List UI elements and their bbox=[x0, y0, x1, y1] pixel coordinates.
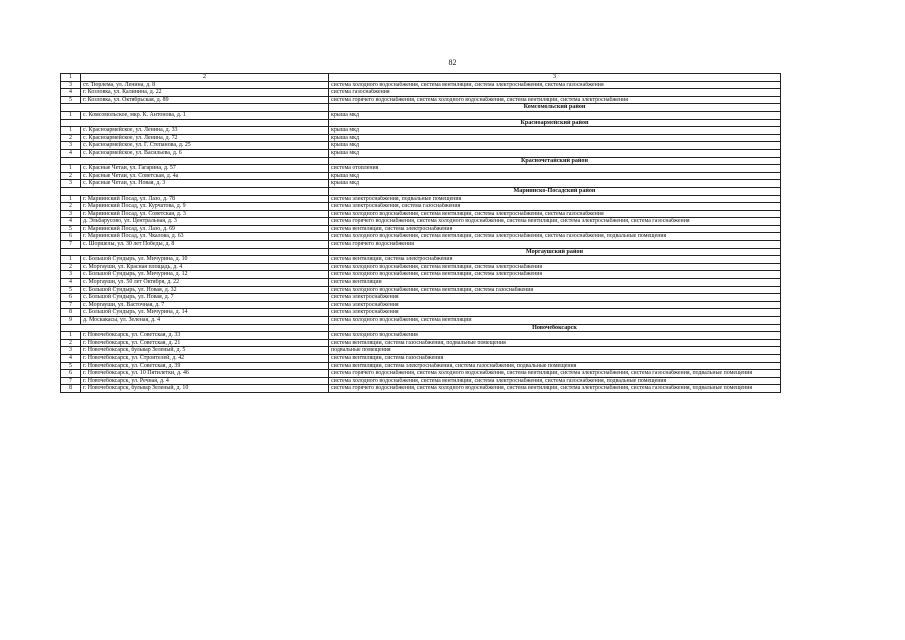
address-cell: с. Моргауши, ул. Красная площадь, д. 4 bbox=[81, 263, 329, 271]
table-row bbox=[61, 142, 781, 150]
table-row bbox=[61, 301, 781, 309]
table-row bbox=[61, 347, 781, 355]
table-row bbox=[61, 256, 781, 264]
table-row bbox=[61, 127, 781, 135]
row-number: 6 bbox=[61, 370, 81, 378]
row-number: 3 bbox=[61, 347, 81, 355]
address-cell: с. Красноармейское, ул. Ленина, д. 33 bbox=[81, 127, 329, 135]
section-spacer bbox=[61, 187, 329, 195]
table-row bbox=[61, 339, 781, 347]
row-number: 3 bbox=[61, 142, 81, 150]
address-cell: г. Мариинский Посад, ул. Лазо, д. 69 bbox=[81, 225, 329, 233]
table-row bbox=[61, 111, 781, 119]
row-number: 1 bbox=[61, 195, 81, 203]
table-row bbox=[61, 309, 781, 317]
address-cell: с. Красные Четаи, ул. Новая, д. 3 bbox=[81, 180, 329, 188]
section-row bbox=[61, 119, 781, 127]
section-row bbox=[61, 157, 781, 165]
row-number: 3 bbox=[61, 210, 81, 218]
table-row bbox=[61, 354, 781, 362]
section-spacer bbox=[61, 119, 329, 127]
address-cell: г. Новочебоксарск, ул. 10 Пятилетки, д. 46 bbox=[81, 370, 329, 378]
works-cell: система отопления bbox=[329, 165, 781, 173]
section-title: Новочебоксарск bbox=[329, 324, 781, 332]
table-row bbox=[61, 362, 781, 370]
works-cell: крыша мкд bbox=[329, 142, 781, 150]
address-cell: с. Большой Сундырь, ул. Новая, д. 32 bbox=[81, 286, 329, 294]
table-row bbox=[61, 233, 781, 241]
works-cell: крыша мкд bbox=[329, 180, 781, 188]
row-number: 7 bbox=[61, 377, 81, 385]
row-number: 7 bbox=[61, 241, 81, 249]
row-number: 1 bbox=[61, 332, 81, 340]
row-number: 1 bbox=[61, 165, 81, 173]
section-row bbox=[61, 248, 781, 256]
address-cell: с. Шоршелы, ул. 30 лет Победы, д. 8 bbox=[81, 241, 329, 249]
works-cell: крыша мкд bbox=[329, 172, 781, 180]
works-cell: система электроснабжения, система газоснабжения bbox=[329, 203, 781, 211]
row-number: 3 bbox=[61, 81, 81, 89]
works-cell: система холодного водоснабжения, система вентиляции, система электроснабжения, система газоснабжения bbox=[329, 81, 781, 89]
works-table-body bbox=[61, 74, 781, 393]
address-cell: с. Большой Сундырь, ул. Новая, д. 7 bbox=[81, 294, 329, 302]
works-cell: система электроснабжения bbox=[329, 301, 781, 309]
table-row bbox=[61, 180, 781, 188]
row-number: 1 bbox=[61, 256, 81, 264]
table-row bbox=[61, 241, 781, 249]
works-cell: система холодного водоснабжения, система вентиляции, система электроснабжения bbox=[329, 271, 781, 279]
address-cell: с. Моргауши, ул. Васточная, д. 7 bbox=[81, 301, 329, 309]
table-row bbox=[61, 263, 781, 271]
row-number: 2 bbox=[61, 203, 81, 211]
row-number: 4 bbox=[61, 218, 81, 226]
address-cell: г. Новочебоксарск, ул. Строителей, д. 42 bbox=[81, 354, 329, 362]
works-cell: система холодного водоснабжения, система вентиляции bbox=[329, 317, 781, 325]
address-cell: ст. Тюрлема, ул. Ленина, д. 8 bbox=[81, 81, 329, 89]
table-row bbox=[61, 218, 781, 226]
works-cell: система холодного водоснабжения bbox=[329, 332, 781, 340]
table-row bbox=[61, 195, 781, 203]
works-cell: подвальные помещения bbox=[329, 347, 781, 355]
row-number: 3 bbox=[61, 180, 81, 188]
works-cell: система холодного водоснабжения, система вентиляции, система электроснабжения bbox=[329, 263, 781, 271]
address-cell: с. Красные Четаи, ул. Гагарина, д. 57 bbox=[81, 165, 329, 173]
row-number: 2 bbox=[61, 134, 81, 142]
row-number: 8 bbox=[61, 309, 81, 317]
address-cell: с. Моргауши, ул. 50 лет Октября, д. 22 bbox=[81, 279, 329, 287]
address-cell: с. Комсомольское, мкр. К. Антоновa, д. 1 bbox=[81, 111, 329, 119]
table-row bbox=[61, 385, 781, 393]
row-number: 4 bbox=[61, 149, 81, 157]
works-cell: крыша мкд bbox=[329, 111, 781, 119]
row-number: 2 bbox=[61, 339, 81, 347]
row-number: 2 bbox=[61, 263, 81, 271]
column-header: 2 bbox=[81, 74, 329, 82]
address-cell: г. Новочебоксарск, ул. Советская, д. 39 bbox=[81, 362, 329, 370]
address-cell: с. Большой Сундырь, ул. Мичурина, д. 10 bbox=[81, 256, 329, 264]
section-row bbox=[61, 187, 781, 195]
works-cell: система горячего водоснабжения bbox=[329, 241, 781, 249]
address-cell: д. Москакасы, ул. Зеленая, д. 4 bbox=[81, 317, 329, 325]
address-cell: с. Красноармейское, ул. Г. Степанова, д. 25 bbox=[81, 142, 329, 150]
address-cell: с. Большой Сундырь, ул. Мичурина, д. 12 bbox=[81, 271, 329, 279]
address-cell: д. Эльбарусово, ул. Центральная, д. 3 bbox=[81, 218, 329, 226]
row-number: 5 bbox=[61, 286, 81, 294]
works-cell: система электроснабжения, подвальные помещения bbox=[329, 195, 781, 203]
works-table bbox=[60, 73, 781, 393]
works-cell: система холодного водоснабжения, система вентиляции, система газоснабжения bbox=[329, 286, 781, 294]
row-number: 6 bbox=[61, 294, 81, 302]
works-cell: система горячего водоснабжения, система холодного водоснабжения, система вентиляции, система электроснабжения, система газоснабжения, подвальные помещения bbox=[329, 385, 781, 393]
section-row bbox=[61, 104, 781, 112]
works-cell: система электроснабжения bbox=[329, 309, 781, 317]
section-row bbox=[61, 324, 781, 332]
works-cell: система вентиляции, система электроснабжения bbox=[329, 256, 781, 264]
table-row bbox=[61, 210, 781, 218]
row-number: 3 bbox=[61, 271, 81, 279]
works-cell: система электроснабжения bbox=[329, 294, 781, 302]
address-cell: г. Новочебоксарск, ул. Речная, д. 4 bbox=[81, 377, 329, 385]
section-title: Красноармейский район bbox=[329, 119, 781, 127]
table-row bbox=[61, 134, 781, 142]
table-row bbox=[61, 279, 781, 287]
header-row bbox=[61, 74, 781, 82]
address-cell: с. Большой Сундырь, ул. Мичурина, д. 14 bbox=[81, 309, 329, 317]
row-number: 4 bbox=[61, 279, 81, 287]
works-cell: крыша мкд bbox=[329, 149, 781, 157]
section-spacer bbox=[61, 248, 329, 256]
works-cell: система вентиляции, система газоснабжения bbox=[329, 354, 781, 362]
address-cell: г. Новочебоксарск, бульвар Зеленый, д. 5 bbox=[81, 347, 329, 355]
row-number: 9 bbox=[61, 317, 81, 325]
works-cell: крыша мкд bbox=[329, 134, 781, 142]
address-cell: г. Мариинский Посад, ул. Чкалова, д. 63 bbox=[81, 233, 329, 241]
table-row bbox=[61, 271, 781, 279]
table-row bbox=[61, 172, 781, 180]
row-number: 4 bbox=[61, 354, 81, 362]
section-title: Моргаушский район bbox=[329, 248, 781, 256]
section-title: Мариинско-Посадский район bbox=[329, 187, 781, 195]
row-number: 6 bbox=[61, 233, 81, 241]
table-row bbox=[61, 149, 781, 157]
row-number: 4 bbox=[61, 89, 81, 97]
address-cell: г. Мариинский Посад, ул. Курчатова, д. 9 bbox=[81, 203, 329, 211]
table-row bbox=[61, 96, 781, 104]
works-cell: система вентиляции, система электроснабжения bbox=[329, 225, 781, 233]
works-cell: система вентиляции bbox=[329, 279, 781, 287]
works-cell: система газоснабжения bbox=[329, 89, 781, 97]
column-header: 1 bbox=[61, 74, 81, 82]
works-cell: система горячего водоснабжения, система холодного водоснабжения, система вентиляции, система электроснабжения bbox=[329, 96, 781, 104]
works-cell: система холодного водоснабжения, система вентиляции, система электроснабжения, система газоснабжения bbox=[329, 210, 781, 218]
page-number: 82 bbox=[448, 58, 457, 67]
address-cell: г. Козловка, ул. Октябрьская, д. 89 bbox=[81, 96, 329, 104]
section-spacer bbox=[61, 104, 329, 112]
works-cell: система холодного водоснабжения, система вентиляции, система электроснабжения, система газоснабжения, подвальные помещения bbox=[329, 233, 781, 241]
works-cell: система вентиляции, система газоснабжения, подвальные помещения bbox=[329, 339, 781, 347]
row-number: 2 bbox=[61, 172, 81, 180]
works-cell: система вентиляции, система электроснабжения, система газоснабжения, подвальные помещения bbox=[329, 362, 781, 370]
row-number: 5 bbox=[61, 362, 81, 370]
address-cell: с. Красные Четаи, ул. Советская, д. 4а bbox=[81, 172, 329, 180]
row-number: 7 bbox=[61, 301, 81, 309]
address-cell: г. Мариинский Посад, ул. Советская, д. 3 bbox=[81, 210, 329, 218]
row-number: 5 bbox=[61, 96, 81, 104]
section-spacer bbox=[61, 157, 329, 165]
address-cell: г. Козловка, ул. Калинина, д. 22 bbox=[81, 89, 329, 97]
row-number: 1 bbox=[61, 111, 81, 119]
table-row bbox=[61, 165, 781, 173]
address-cell: г. Новочебоксарск, ул. Советская, д. 21 bbox=[81, 339, 329, 347]
works-cell: крыша мкд bbox=[329, 127, 781, 135]
table-row bbox=[61, 370, 781, 378]
table-row bbox=[61, 294, 781, 302]
section-title: Комсомольский район bbox=[329, 104, 781, 112]
section-spacer bbox=[61, 324, 329, 332]
table-row bbox=[61, 89, 781, 97]
address-cell: г. Новочебоксарск, бульвар Зеленый, д. 10 bbox=[81, 385, 329, 393]
row-number: 8 bbox=[61, 385, 81, 393]
table-row bbox=[61, 286, 781, 294]
section-title: Красночетайский район bbox=[329, 157, 781, 165]
row-number: 1 bbox=[61, 127, 81, 135]
table-row bbox=[61, 332, 781, 340]
address-cell: г. Мариинский Посад, ул. Лазо, д. 78 bbox=[81, 195, 329, 203]
address-cell: с. Красноармейское, ул. Ленина, д. 72 bbox=[81, 134, 329, 142]
table-row bbox=[61, 317, 781, 325]
table-row bbox=[61, 81, 781, 89]
column-header: 3 bbox=[329, 74, 781, 82]
row-number: 5 bbox=[61, 225, 81, 233]
table-row bbox=[61, 203, 781, 211]
works-cell: система холодного водоснабжения, система вентиляции, система электроснабжения, система газоснабжения, подвальные помещения bbox=[329, 377, 781, 385]
address-cell: с. Красноармейское, ул. Васильева, д. 6 bbox=[81, 149, 329, 157]
works-cell: система горячего водоснабжения, система холодного водоснабжения, система вентиляции, система электроснабжения, система газоснабжения, подвальные помещения bbox=[329, 370, 781, 378]
table-row bbox=[61, 225, 781, 233]
table-row bbox=[61, 377, 781, 385]
works-cell: система горячего водоснабжения, система холодного водоснабжения, система вентиляции, система электроснабжения, система газоснабжения bbox=[329, 218, 781, 226]
address-cell: г. Новочебоксарск, ул. Советская, д. 33 bbox=[81, 332, 329, 340]
